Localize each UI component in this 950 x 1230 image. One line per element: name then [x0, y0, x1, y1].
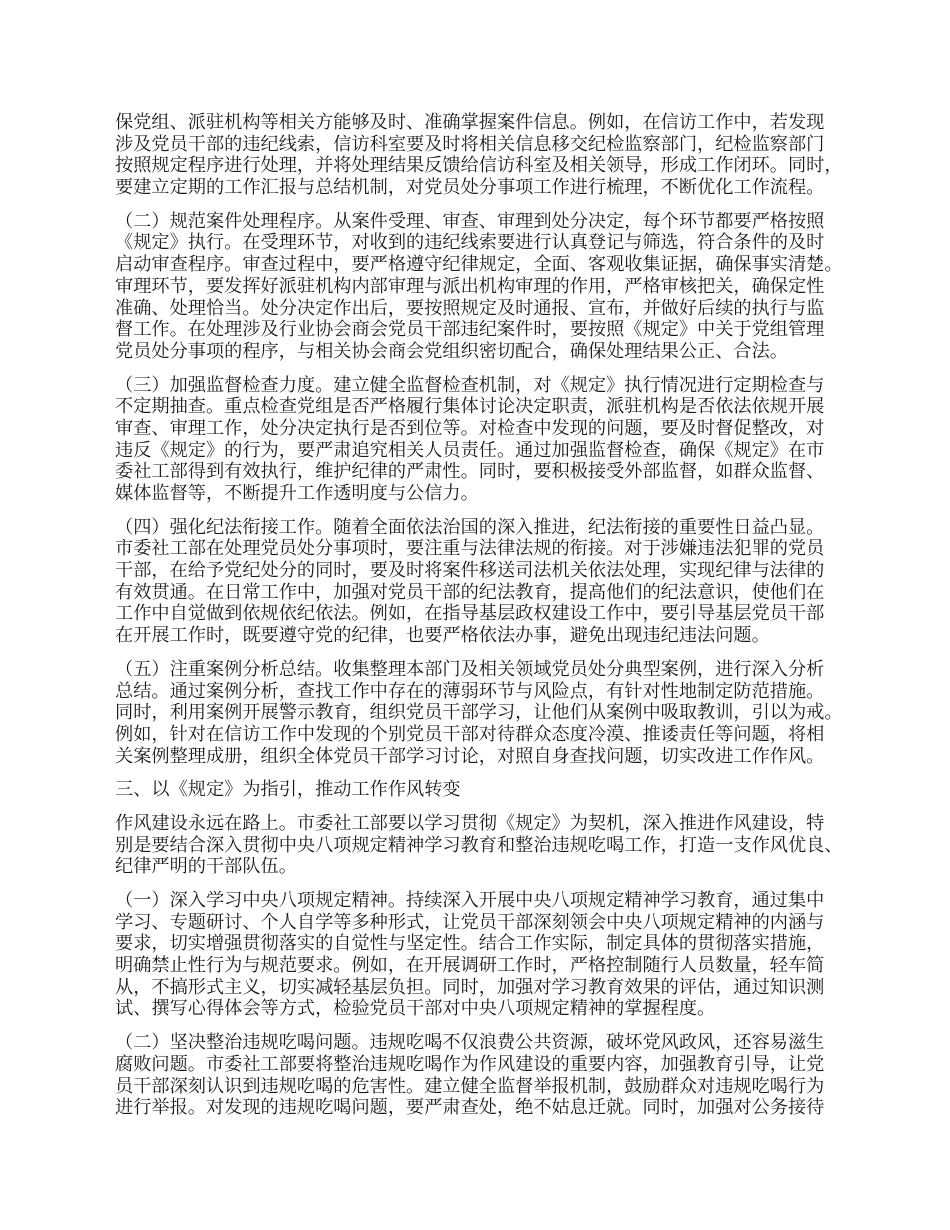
- paragraph: [115, 813, 860, 878]
- text-line: 要建立定期的工作汇报与总结机制，对党员处分事项工作进行梳理，不断优化工作流程。: [115, 177, 825, 199]
- text-line: 纪律严明的干部队伍。: [115, 856, 297, 878]
- text-line: 违反《规定》的行为，要严肃追究相关人员责任。通过加强监督检查，确保《规定》在市: [115, 439, 825, 461]
- text-line: 从，不搞形式主义，切实减轻基层负担。同时，加强对学习教育效果的评估，通过知识测: [115, 976, 825, 998]
- text-line: 员干部深刻认识到违规吃喝的危害性。建立健全监督举报机制，鼓励群众对违规吃喝行为: [115, 1075, 825, 1097]
- text-line: 总结。通过案例分析，查找工作中存在的薄弱环节与风险点，有针对性地制定防范措施。: [115, 680, 825, 702]
- text-line: 学习、专题研讨、个人自学等多种形式，让党员干部深刻领会中央八项规定精神的内涵与: [115, 911, 825, 933]
- text-line: 启动审查程序。审查过程中，要严格遵守纪律规定，全面、客观收集证据，确保事实清楚。: [115, 254, 843, 276]
- text-line: 审理环节，要发挥好派驻机构内部审理与派出机构审理的作用，严格审核把关，确保定性: [115, 275, 825, 297]
- text-line: （三）加强监督检查力度。建立健全监督检查机制，对《规定》执行情况进行定期检查与: [115, 374, 825, 396]
- text-line: 媒体监督等，不断提升工作透明度与公信力。: [115, 483, 479, 504]
- text-line: 例如，针对在信访工作中发现的个别党员干部对待群众态度冷漠、推诿责任等问题，将相: [115, 723, 825, 745]
- document-page: [115, 112, 860, 1131]
- text-line: （二）规范案件处理程序。从案件受理、审查、审理到处分决定，每个环节都要严格按照: [115, 210, 825, 232]
- text-line: 工作中自觉做到依规依纪依法。例如，在指导基层政权建设工作中，要引导基层党员干部: [115, 603, 825, 625]
- text-line: 不定期抽查。重点检查党组是否严格履行集体讨论决定职责，派驻机构是否依法依规开展: [115, 396, 825, 418]
- paragraph: [115, 659, 860, 767]
- paragraph: [115, 890, 860, 1020]
- paragraph: [115, 112, 860, 199]
- text-line: 在开展工作时，既要遵守党的纪律，也要严格依法办事，避免出现违纪违法问题。: [115, 625, 770, 647]
- paragraph: [115, 211, 860, 363]
- paragraph: [115, 375, 860, 505]
- text-line: （五）注重案例分析总结。收集整理本部门及相关领域党员处分典型案例，进行深入分析: [115, 658, 825, 680]
- text-line: （二）坚决整治违规吃喝问题。违规吃喝不仅浪费公共资源，破坏党风政风，还容易滋生: [115, 1032, 825, 1054]
- text-line: 保党组、派驻机构等相关方能够及时、准确掌握案件信息。例如，在信访工作中，若发现: [115, 112, 825, 133]
- text-line: 关案例整理成册，组织全体党员干部学习讨论，对照自身查找问题，切实改进工作作风。: [115, 745, 825, 767]
- text-line: 作风建设永远在路上。市委社工部要以学习贯彻《规定》为契机，深入推进作风建设，特: [115, 812, 825, 834]
- text-line: 明确禁止性行为与规范要求。例如，在开展调研工作时，严格控制随行人员数量，轻车简: [115, 955, 825, 977]
- text-line: 干部，在给予党纪处分的同时，要及时将案件移送司法机关依法处理，实现纪律与法律的: [115, 560, 825, 582]
- text-line: 党员处分事项的程序，与相关协会商会党组织密切配合，确保处理结果公正、合法。: [115, 340, 788, 362]
- text-line: 试、撰写心得体会等方式，检验党员干部对中央八项规定精神的掌握程度。: [115, 998, 716, 1020]
- text-line: 市委社工部在处理党员处分事项时，要注重与法律法规的衔接。对于涉嫌违法犯罪的党员: [115, 538, 825, 560]
- text-line: 准确、处理恰当。处分决定作出后，要按照规定及时通报、宣布，并做好后续的执行与监: [115, 297, 825, 319]
- text-line: 进行举报。对发现的违规吃喝问题，要严肃查处，绝不姑息迁就。同时，加强对公务接待: [115, 1097, 825, 1119]
- text-line: 别是要结合深入贯彻中央八项规定精神学习教育和整治违规吃喝工作，打造一支作风优良、: [115, 834, 843, 856]
- text-line: 涉及党员干部的违纪线索，信访科室要及时将相关信息移交纪检监察部门，纪检监察部门: [115, 133, 825, 155]
- text-line: 腐败问题。市委社工部要将整治违规吃喝作为作风建设的重要内容，加强教育引导，让党: [115, 1053, 825, 1075]
- text-line: 按照规定程序进行处理，并将处理结果反馈给信访科室及相关领导，形成工作闭环。同时，: [115, 155, 843, 177]
- text-line: 有效贯通。在日常工作中，加强对党员干部的纪法教育，提高他们的纪法意识，使他们在: [115, 581, 825, 603]
- text-line: （一）深入学习中央八项规定精神。持续深入开展中央八项规定精神学习教育，通过集中: [115, 890, 825, 911]
- text-line: 要求，切实增强贯彻落实的自觉性与坚定性。结合工作实际，制定具体的贯彻落实措施，: [115, 933, 825, 955]
- paragraph: [115, 1032, 860, 1119]
- paragraph: [115, 517, 860, 647]
- text-line: 审查、审理工作，处分决定执行是否到位等。对检查中发现的问题，要及时督促整改，对: [115, 417, 825, 439]
- text-line: （四）强化纪法衔接工作。随着全面依法治国的深入推进，纪法衔接的重要性日益凸显。: [115, 516, 825, 538]
- section-heading: [115, 779, 860, 801]
- text-line: 《规定》执行。在受理环节，对收到的违纪线索要进行认真登记与筛选，符合条件的及时: [115, 232, 825, 254]
- text-line: 督工作。在处理涉及行业协会商会党员干部违纪案件时，要按照《规定》中关于党组管理: [115, 319, 825, 341]
- text-line: 同时，利用案例开展警示教育，组织党员干部学习，让他们从案例中吸取教训，引以为戒。: [115, 702, 843, 724]
- text-line: 委社工部得到有效执行，维护纪律的严肃性。同时，要积极接受外部监督，如群众监督、: [115, 461, 825, 483]
- text-line: 三、以《规定》为指引，推动工作作风转变: [115, 779, 461, 801]
